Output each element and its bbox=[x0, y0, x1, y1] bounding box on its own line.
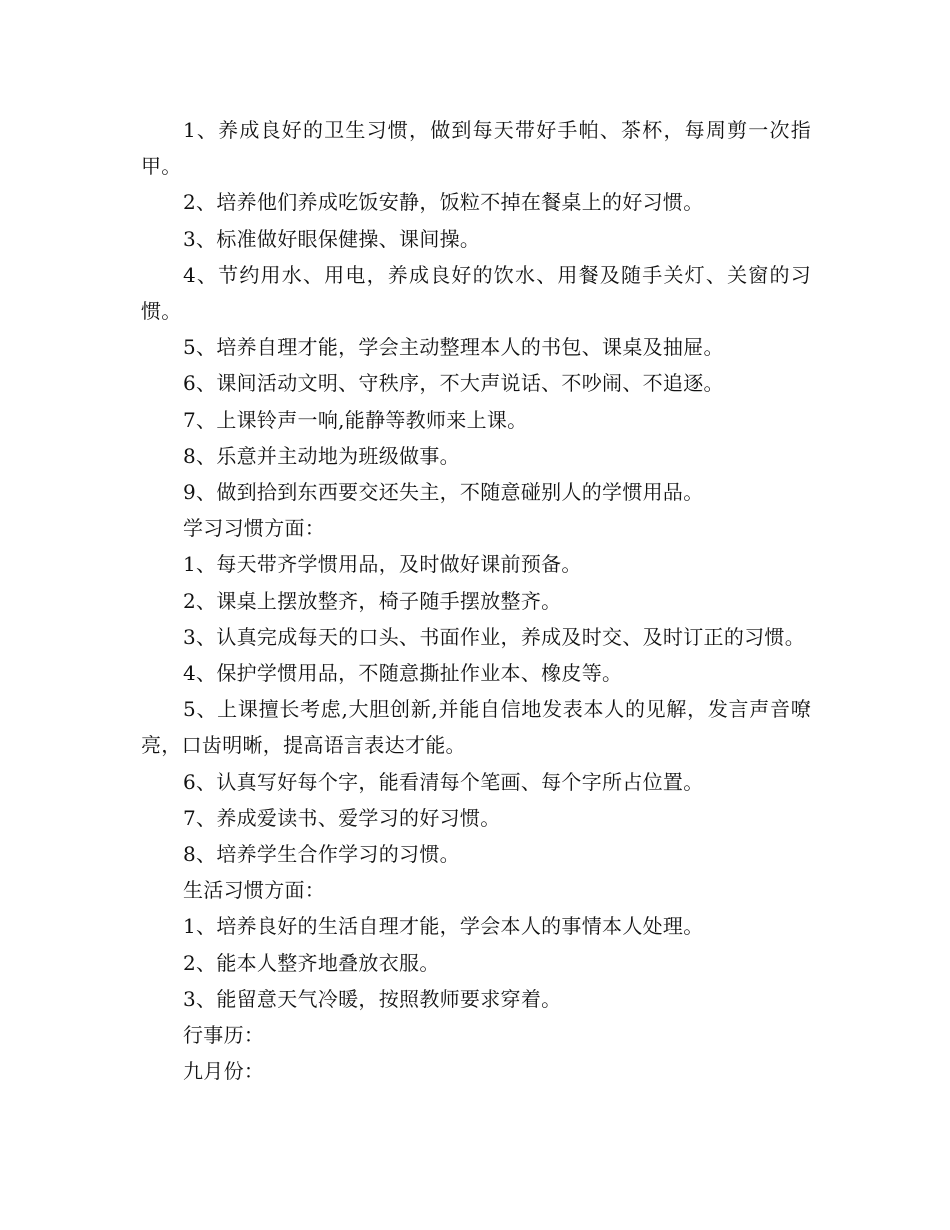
section-heading: 生活习惯方面： bbox=[183, 878, 326, 903]
paragraph: 3、认真完成每天的口头、书面作业，养成及时交、及时订正的习惯。 bbox=[183, 624, 806, 649]
paragraph: 5、培养自理才能，学会主动整理本人的书包、课桌及抽屉。 bbox=[183, 335, 724, 360]
paragraph: 8、培养学生合作学习的习惯。 bbox=[183, 842, 460, 867]
paragraph: 6、认真写好每个字，能看清每个笔画、每个字所占位置。 bbox=[183, 769, 704, 794]
paragraph: 1、培养良好的生活自理才能，学会本人的事情本人处理。 bbox=[183, 914, 704, 939]
paragraph: 6、课间活动文明、守秩序，不大声说话、不吵闹、不追逐。 bbox=[183, 371, 724, 396]
paragraph: 2、能本人整齐地叠放衣服。 bbox=[183, 950, 440, 975]
paragraph: 2、课桌上摆放整齐，椅子随手摆放整齐。 bbox=[183, 588, 562, 613]
document-body bbox=[141, 112, 811, 1089]
section-heading: 九月份： bbox=[183, 1059, 265, 1084]
paragraph: 1、每天带齐学惯用品，及时做好课前预备。 bbox=[183, 552, 582, 577]
section-heading: 学习习惯方面： bbox=[183, 516, 326, 541]
paragraph: 9、做到拾到东西要交还失主，不随意碰别人的学惯用品。 bbox=[183, 480, 704, 505]
section-heading: 行事历： bbox=[183, 1023, 265, 1048]
paragraph: 7、上课铃声一响,能静等教师来上课。 bbox=[183, 407, 528, 432]
paragraph: 8、乐意并主动地为班级做事。 bbox=[183, 443, 460, 468]
paragraph: 2、培养他们养成吃饭安静，饭粒不掉在餐桌上的好习惯。 bbox=[183, 190, 704, 215]
paragraph: 4、保护学惯用品，不随意撕扯作业本、橡皮等。 bbox=[183, 661, 623, 686]
paragraph: 4、节约用水、用电，养成良好的饮水、用餐及随手关灯、关窗的习惯。 bbox=[141, 262, 811, 324]
paragraph: 5、上课擅长考虑,大胆创新,并能自信地发表本人的见解，发言声音嘹亮，口齿明晰，提高语言表达才能。 bbox=[141, 697, 811, 758]
paragraph: 1、养成良好的卫生习惯，做到每天带好手帕、茶杯，每周剪一次指甲。 bbox=[141, 118, 811, 179]
paragraph: 7、养成爱读书、爱学习的好习惯。 bbox=[183, 805, 501, 830]
paragraph: 3、标准做好眼保健操、课间操。 bbox=[183, 226, 481, 251]
paragraph: 3、能留意天气冷暖，按照教师要求穿着。 bbox=[183, 986, 562, 1011]
